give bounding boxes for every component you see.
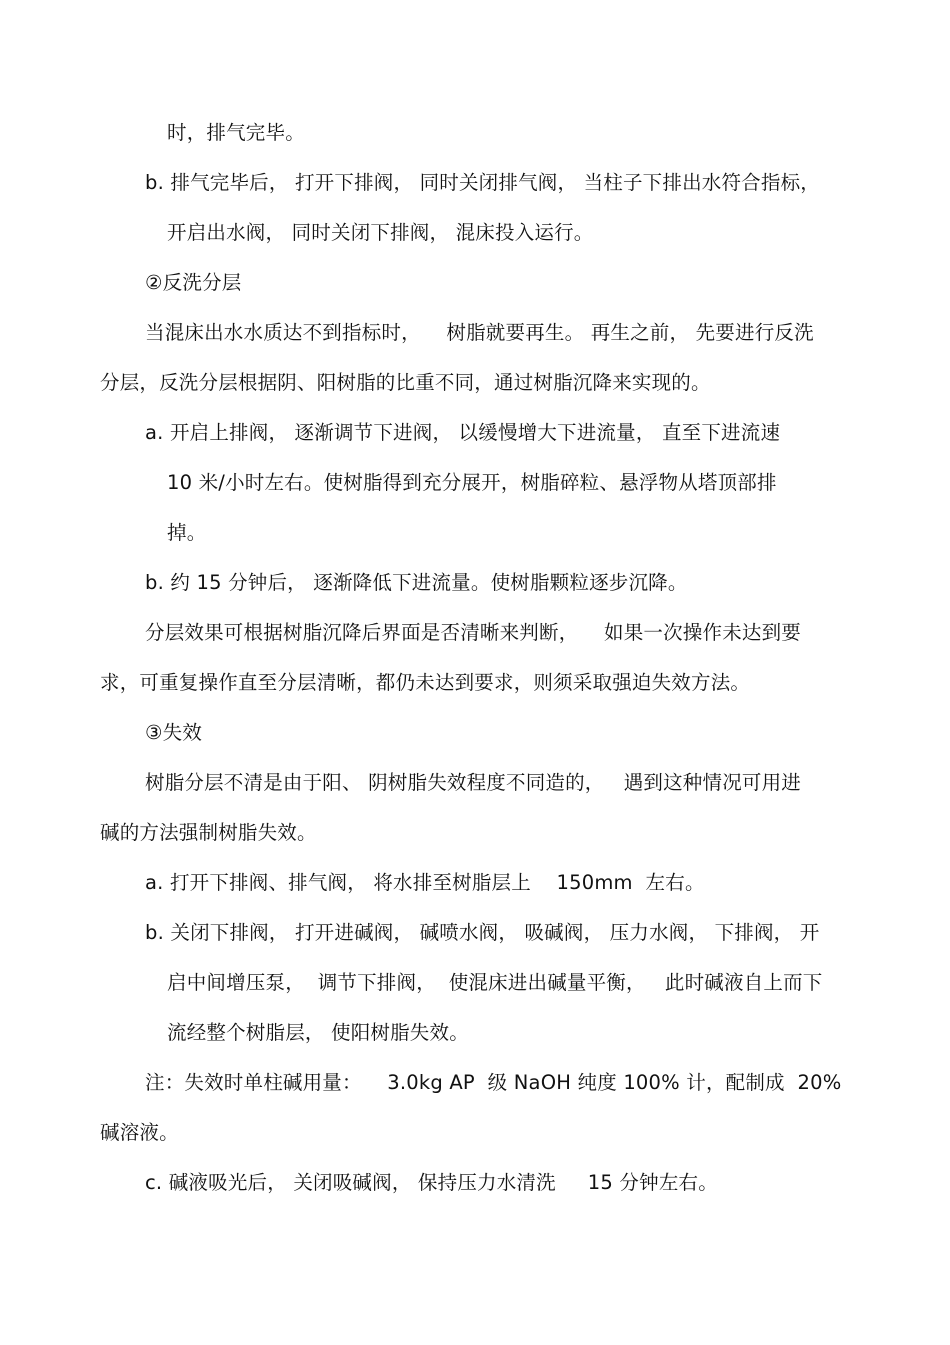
text-line: 时，排气完毕。	[167, 121, 305, 144]
note-line: 注：失效时单柱碱用量： 3.0kg AP 级 NaOH 纯度 100% 计，配制成 20%	[145, 1071, 842, 1094]
text-line: 分层，反洗分层根据阴、阳树脂的比重不同，通过树脂沉降来实现的。	[100, 371, 711, 394]
text-line: b. 关闭下排阀， 打开进碱阀， 碱喷水阀， 吸碱阀， 压力水阀， 下排阀， 开	[145, 921, 820, 944]
text-line: 开启出水阀， 同时关闭下排阀， 混床投入运行。	[167, 221, 594, 244]
text-line: 碱的方法强制树脂失效。	[100, 821, 317, 844]
text-line: c. 碱液吸光后， 关闭吸碱阀， 保持压力水清洗 15 分钟左右。	[145, 1171, 718, 1194]
text-line: 求，可重复操作直至分层清晰，都仍未达到要求，则须采取强迫失效方法。	[100, 671, 751, 694]
text-line: a. 开启上排阀， 逐渐调节下进阀， 以缓慢增大下进流量， 直至下进流速	[145, 421, 781, 444]
text-line: 10 米/小时左右。使树脂得到充分展开，树脂碎粒、悬浮物从塔顶部排	[167, 471, 777, 494]
text-line: b. 排气完毕后， 打开下排阀， 同时关闭排气阀， 当柱子下排出水符合指标，	[145, 171, 820, 194]
text-line: 掉。	[167, 521, 207, 544]
text-line: 启中间增压泵， 调节下排阀， 使混床进出碱量平衡， 此时碱液自上而下	[167, 971, 823, 994]
note-line: 碱溶液。	[100, 1121, 179, 1144]
section-heading: ②反洗分层	[145, 271, 242, 294]
text-line: 流经整个树脂层， 使阳树脂失效。	[167, 1021, 469, 1044]
text-line: a. 打开下排阀、排气阀， 将水排至树脂层上 150mm 左右。	[145, 871, 705, 894]
text-line: 树脂分层不清是由于阳、 阴树脂失效程度不同造的， 遇到这种情况可用进	[145, 771, 801, 794]
section-heading: ③失效	[145, 721, 203, 744]
text-line: 分层效果可根据树脂沉降后界面是否清晰来判断， 如果一次操作未达到要	[145, 621, 801, 644]
text-line: 当混床出水水质达不到指标时， 树脂就要再生。 再生之前， 先要进行反洗	[145, 321, 814, 344]
text-line: b. 约 15 分钟后， 逐渐降低下进流量。使树脂颗粒逐步沉降。	[145, 571, 688, 594]
